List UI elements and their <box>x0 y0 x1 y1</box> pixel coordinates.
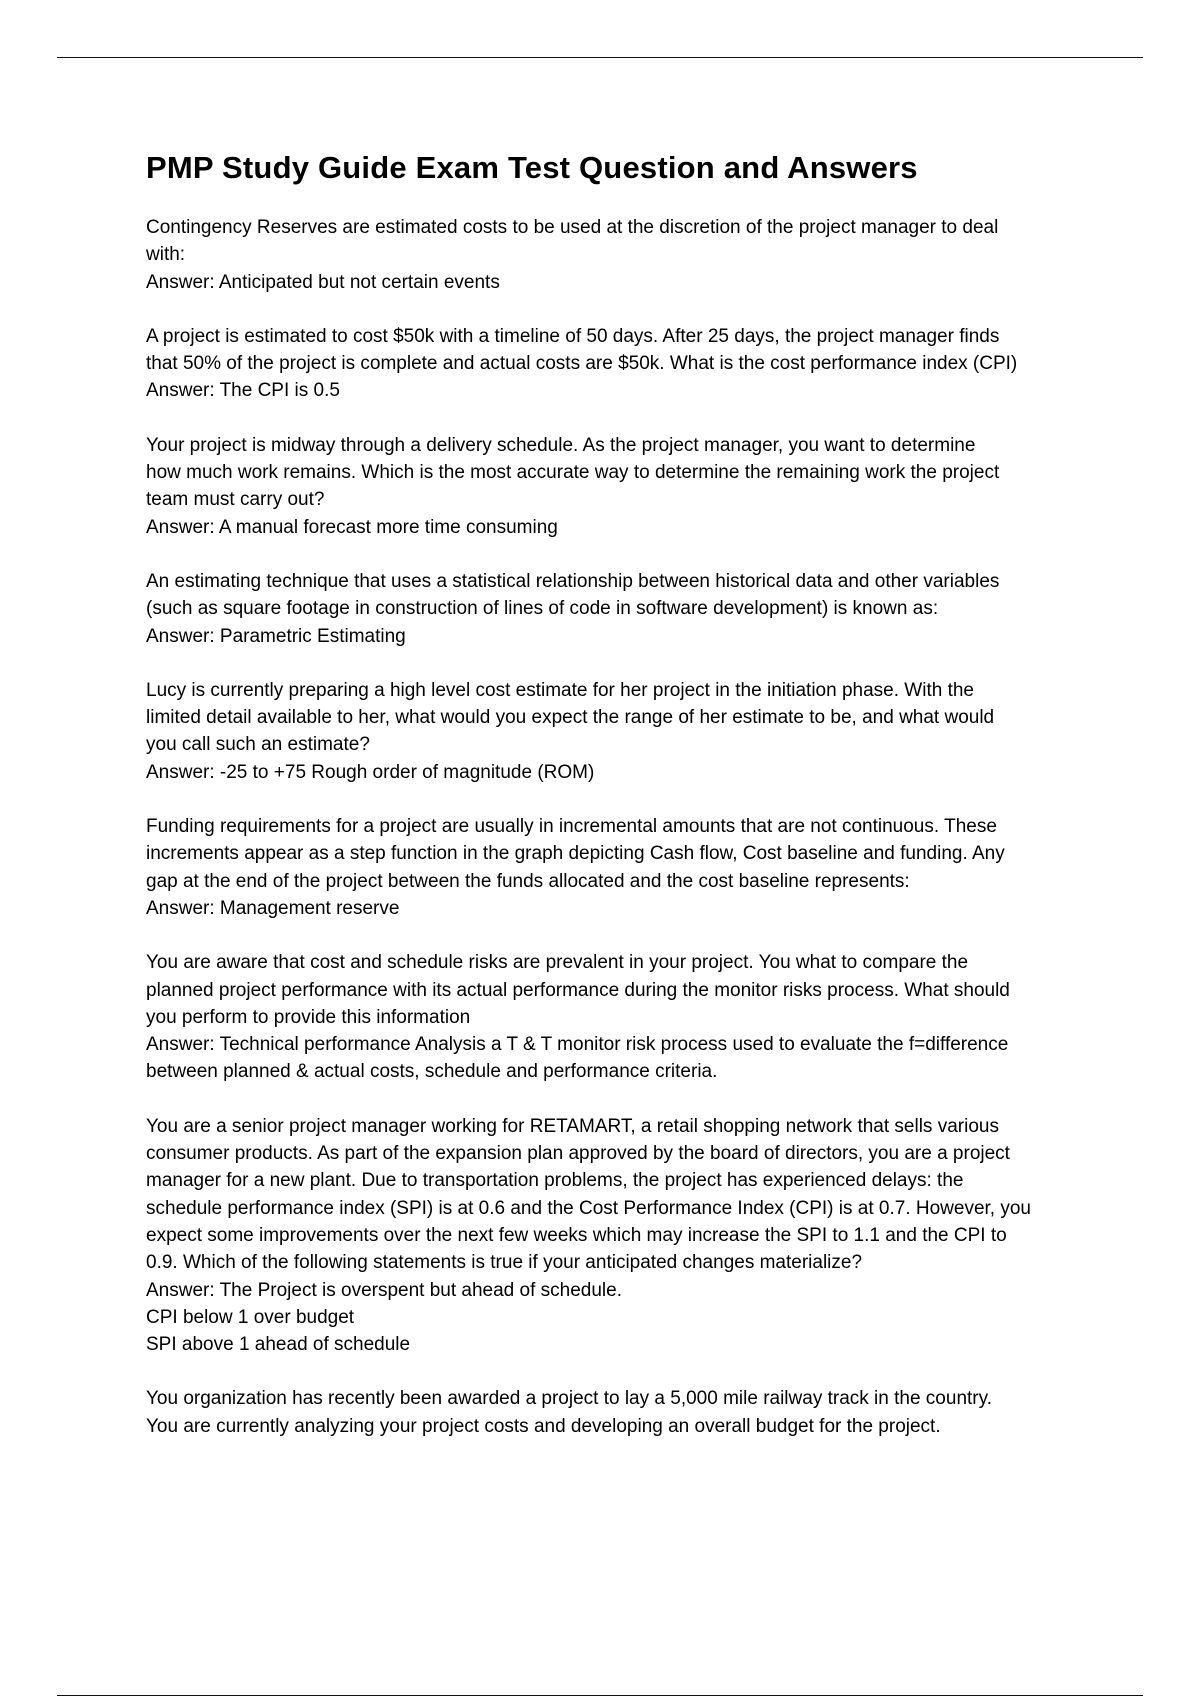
text-line: You are currently analyzing your project costs and developing an overall budget for the project. <box>146 1415 941 1437</box>
text-line: (such as square footage in construction of lines of code in software development) is known as: <box>146 598 939 620</box>
text-line: team must carry out? <box>146 489 325 511</box>
text-line: consumer products. As part of the expansion plan approved by the board of directors, you are a project <box>146 1143 1010 1165</box>
footer-rule <box>57 1695 1143 1696</box>
document-title: PMP Study Guide Exam Test Question and Answers <box>146 150 918 185</box>
answer-line: Answer: Parametric Estimating <box>146 625 406 647</box>
answer-line: Answer: The Project is overspent but ahead of schedule. <box>146 1279 622 1301</box>
text-line: schedule performance index (SPI) is at 0.6 and the Cost Performance Index (CPI) is at 0.7. However, you <box>146 1197 1031 1219</box>
text-line: with: <box>146 244 186 266</box>
text-line: expect some improvements over the next few weeks which may increase the SPI to 1.1 and the CPI to <box>146 1224 1007 1246</box>
text-line: limited detail available to her, what would you expect the range of her estimate to be, and what would <box>146 707 995 729</box>
text-line: you call such an estimate? <box>146 734 370 756</box>
text-line: CPI below 1 over budget <box>146 1306 355 1328</box>
text-line: how much work remains. Which is the most accurate way to determine the remaining work the project <box>146 462 1000 484</box>
text-line: that 50% of the project is complete and actual costs are $50k. What is the cost performance index (CPI) <box>146 353 1018 375</box>
answer-line: Answer: Technical performance Analysis a T & T monitor risk process used to evaluate the f=difference <box>146 1034 1009 1056</box>
text-line: An estimating technique that uses a statistical relationship between historical data and other variables <box>146 570 1000 592</box>
qa-item <box>146 1385 1092 1440</box>
qa-item <box>146 323 1092 405</box>
answer-line: Answer: -25 to +75 Rough order of magnitude (ROM) <box>146 761 595 783</box>
text-line: you perform to provide this information <box>146 1006 471 1028</box>
qa-item <box>146 813 1092 922</box>
qa-item <box>146 432 1092 541</box>
qa-item <box>146 1113 1092 1359</box>
question-answer-list <box>146 214 1092 1467</box>
text-line: planned project performance with its actual performance during the monitor risks process. What should <box>146 979 1010 1001</box>
text-line: A project is estimated to cost $50k with a timeline of 50 days. After 25 days, the project manager finds <box>146 325 1000 347</box>
text-line: SPI above 1 ahead of schedule <box>146 1334 411 1356</box>
text-line: Lucy is currently preparing a high level cost estimate for her project in the initiation phase. With the <box>146 679 974 701</box>
answer-line: Answer: Management reserve <box>146 897 400 919</box>
answer-line: Answer: The CPI is 0.5 <box>146 380 340 402</box>
text-line: Your project is midway through a delivery schedule. As the project manager, you want to determine <box>146 434 976 456</box>
text-line: Contingency Reserves are estimated costs to be used at the discretion of the project manager to deal <box>146 217 999 238</box>
qa-item <box>146 949 1092 1085</box>
qa-item <box>146 214 1092 296</box>
text-line: between planned & actual costs, schedule and performance criteria. <box>146 1061 718 1083</box>
answer-line: Answer: A manual forecast more time consuming <box>146 516 558 538</box>
answer-line: Answer: Anticipated but not certain events <box>146 271 500 293</box>
text-line: You organization has recently been awarded a project to lay a 5,000 mile railway track in the country. <box>146 1388 992 1410</box>
text-line: increments appear as a step function in the graph depicting Cash flow, Cost baseline and funding. Any <box>146 843 1005 865</box>
qa-item <box>146 568 1092 650</box>
text-line: manager for a new plant. Due to transportation problems, the project has experienced delays: the <box>146 1170 964 1192</box>
qa-item <box>146 677 1092 786</box>
text-line: You are aware that cost and schedule risks are prevalent in your project. You what to compare the <box>146 952 969 974</box>
header-rule <box>57 57 1143 58</box>
text-line: gap at the end of the project between the funds allocated and the cost baseline represents: <box>146 870 910 892</box>
text-line: 0.9. Which of the following statements is true if your anticipated changes materialize? <box>146 1252 863 1274</box>
text-line: You are a senior project manager working for RETAMART, a retail shopping network that sells various <box>146 1115 999 1137</box>
text-line: Funding requirements for a project are usually in incremental amounts that are not continuous. These <box>146 816 997 838</box>
